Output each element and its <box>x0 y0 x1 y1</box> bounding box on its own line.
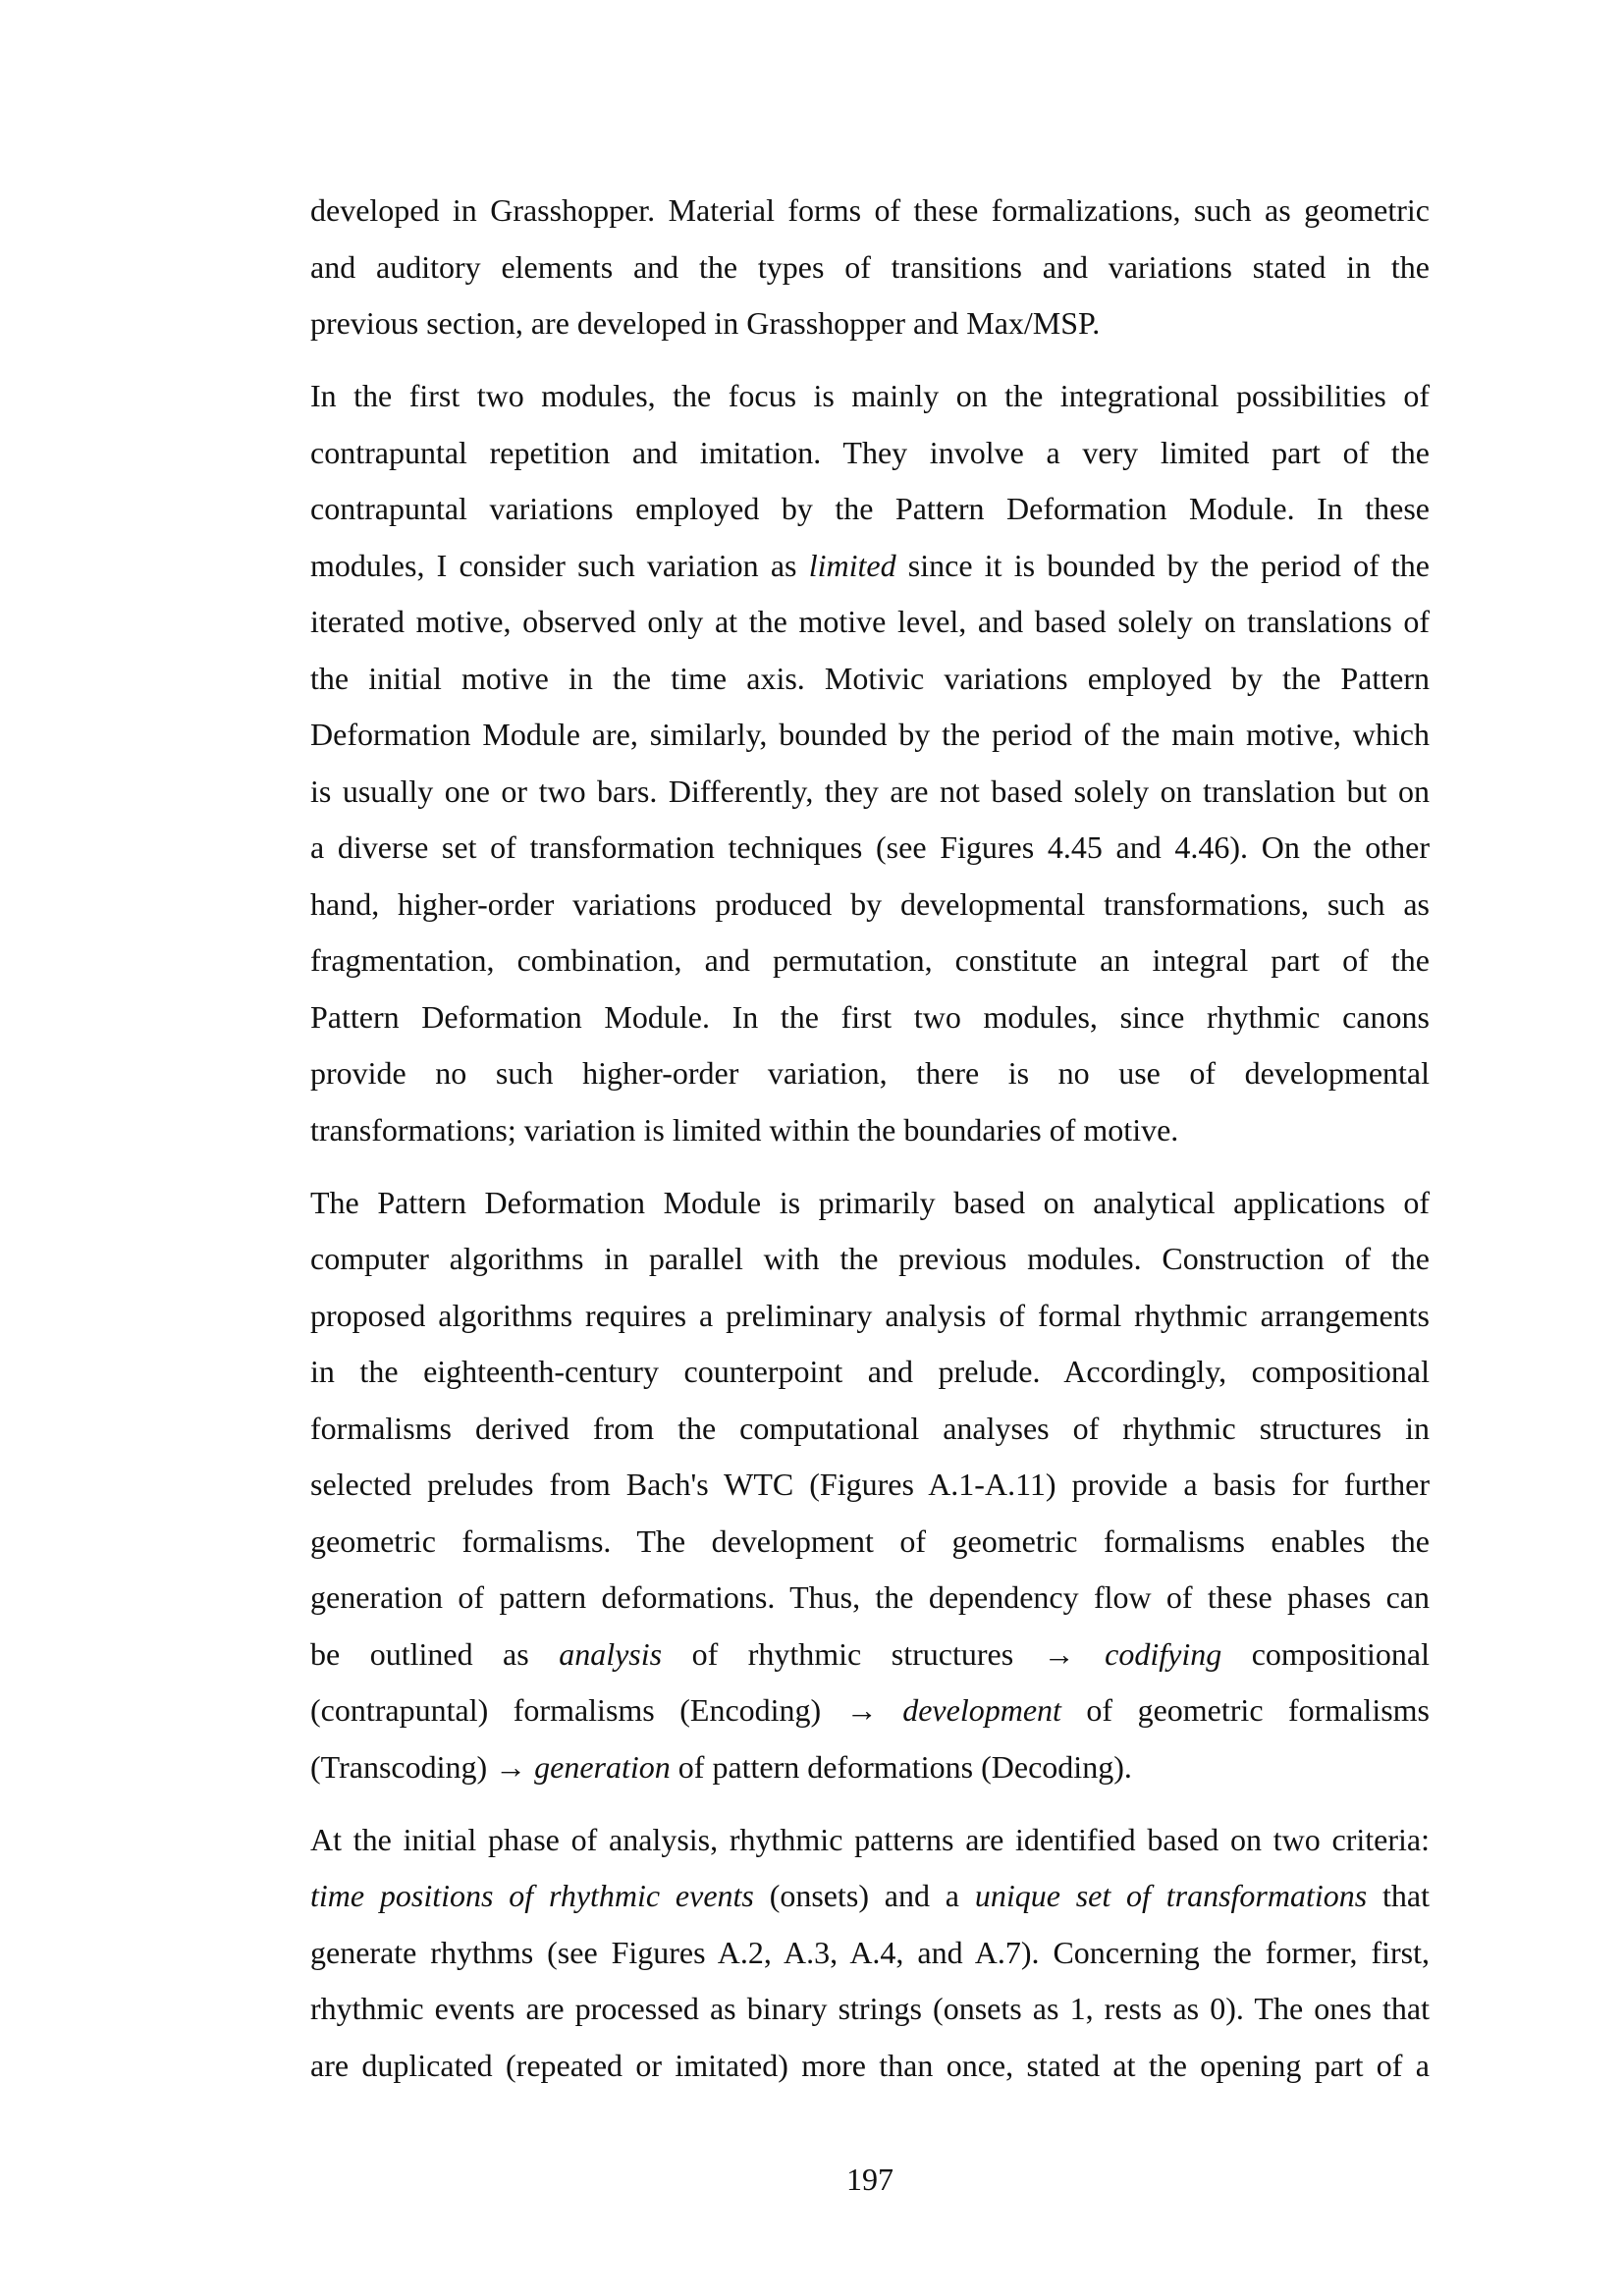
text-run: contrapuntal repetition and imitation. They involve a very limited part of the <box>310 434 1430 470</box>
italic-term: generation <box>534 1748 671 1785</box>
italic-term: time positions of rhythmic events <box>310 1878 754 1913</box>
text-run: be outlined as <box>310 1635 560 1672</box>
page-number: 197 <box>846 2162 893 2197</box>
paragraph <box>310 183 1430 352</box>
text-line <box>310 764 1430 821</box>
paragraph <box>310 1175 1430 1796</box>
text-line <box>310 594 1430 651</box>
text-line <box>310 651 1430 708</box>
text-line <box>310 368 1430 425</box>
text-line <box>310 1344 1430 1401</box>
italic-term: limited <box>808 547 896 583</box>
text-run: and auditory elements and the types of transitions and variations stated in the <box>310 248 1430 285</box>
text-run: transformations; variation is limited within the boundaries of motive. <box>310 1111 1179 1148</box>
text-run: rhythmic events are processed as binary strings (onsets as 1, rests as 0). The ones that <box>310 1991 1430 2026</box>
text-line <box>310 1739 1430 1796</box>
text-line <box>310 425 1430 482</box>
text-run: of geometric formalisms <box>1060 1692 1431 1728</box>
text-run: in the eighteenth-century counterpoint and prelude. Accordingly, compositional <box>310 1354 1430 1389</box>
text-run: geometric formalisms. The development of geometric formalisms enables the <box>310 1522 1430 1559</box>
text-run: that <box>1367 1878 1431 1913</box>
italic-term: analysis <box>559 1635 663 1672</box>
body-text <box>310 183 1430 2110</box>
text-run: previous section, are developed in Grasshopper and Max/MSP. <box>310 305 1101 341</box>
text-run: are duplicated (repeated or imitated) more than once, stated at the opening part of a <box>310 2047 1430 2083</box>
text-run: hand, higher-order variations produced by developmental transformations, such as <box>310 885 1430 922</box>
text-run: proposed algorithms requires a preliminary analysis of formal rhythmic arrangements <box>310 1297 1430 1333</box>
text-run: generation of pattern deformations. Thus, the dependency flow of these phases can <box>310 1579 1430 1615</box>
text-run: Pattern Deformation Module. In the first two modules, since rhythmic canons <box>310 998 1430 1035</box>
italic-term: codifying <box>1105 1635 1222 1672</box>
text-line <box>310 820 1430 877</box>
text-run: provide no such higher-order variation, there is no use of developmental <box>310 1055 1430 1091</box>
text-line <box>310 240 1430 296</box>
text-line <box>310 1570 1430 1627</box>
text-line <box>310 707 1430 764</box>
text-line <box>310 1231 1430 1288</box>
text-run: The Pattern Deformation Module is primarily based on analytical applications of <box>310 1184 1430 1220</box>
text-run: contrapuntal variations employed by the Pattern Deformation Module. In these <box>310 491 1430 526</box>
text-line <box>310 183 1430 240</box>
text-run: In the first two modules, the focus is mainly on the integrational possibilities of <box>310 378 1430 413</box>
text-run: modules, I consider such variation as <box>310 547 809 583</box>
text-line <box>310 1981 1430 2038</box>
text-line <box>310 989 1430 1046</box>
text-run: generate rhythms (see Figures A.2, A.3, A.4, and A.7). Concerning the former, first, <box>310 1934 1430 1970</box>
text-run: computer algorithms in parallel with the previous modules. Construction of the <box>310 1241 1430 1276</box>
text-line <box>310 1925 1430 1982</box>
text-line <box>310 1401 1430 1458</box>
text-run: a diverse set of transformation techniques (see Figures 4.45 and 4.46). On the other <box>310 829 1430 865</box>
text-run: is usually one or two bars. Differently, they are not based solely on translation but on <box>310 773 1430 809</box>
text-line <box>310 1627 1430 1683</box>
text-run: of pattern deformations (Decoding). <box>670 1748 1132 1785</box>
text-line <box>310 1288 1430 1345</box>
text-line <box>310 538 1430 595</box>
text-run: (contrapuntal) formalisms (Encoding) → <box>310 1692 903 1728</box>
italic-term: development <box>902 1692 1061 1728</box>
text-line <box>310 1682 1430 1739</box>
text-line <box>310 1812 1430 1869</box>
text-run: iterated motive, observed only at the motive level, and based solely on translations of <box>310 604 1430 639</box>
paragraph <box>310 1812 1430 2095</box>
text-line <box>310 1102 1430 1159</box>
text-run: compositional <box>1221 1635 1431 1672</box>
text-line <box>310 933 1430 989</box>
text-run: developed in Grasshopper. Material forms of these formalizations, such as geometric <box>310 192 1430 228</box>
text-run: selected preludes from Bach's WTC (Figures A.1-A.11) provide a basis for further <box>310 1467 1430 1502</box>
text-line <box>310 1514 1430 1571</box>
text-run: (Transcoding) → <box>310 1748 535 1785</box>
text-line <box>310 1868 1430 1925</box>
text-run: Deformation Module are, similarly, bounded by the period of the main motive, which <box>310 717 1430 752</box>
text-run: formalisms derived from the computational analyses of rhythmic structures in <box>310 1410 1430 1446</box>
text-run: the initial motive in the time axis. Motivic variations employed by the Pattern <box>310 660 1430 696</box>
text-line <box>310 481 1430 538</box>
italic-term: unique set of transformations <box>974 1878 1368 1913</box>
text-run: of rhythmic structures → <box>662 1635 1106 1672</box>
text-line <box>310 2038 1430 2095</box>
text-line <box>310 1175 1430 1232</box>
text-line <box>310 295 1430 352</box>
text-line <box>310 1045 1430 1102</box>
paragraph <box>310 368 1430 1158</box>
text-run: At the initial phase of analysis, rhythmic patterns are identified based on two criteria: <box>310 1821 1430 1857</box>
text-run: fragmentation, combination, and permutation, constitute an integral part of the <box>310 942 1430 978</box>
text-run: since it is bounded by the period of the <box>895 547 1431 583</box>
text-line <box>310 877 1430 934</box>
text-run: (onsets) and a <box>753 1878 975 1913</box>
text-line <box>310 1457 1430 1514</box>
